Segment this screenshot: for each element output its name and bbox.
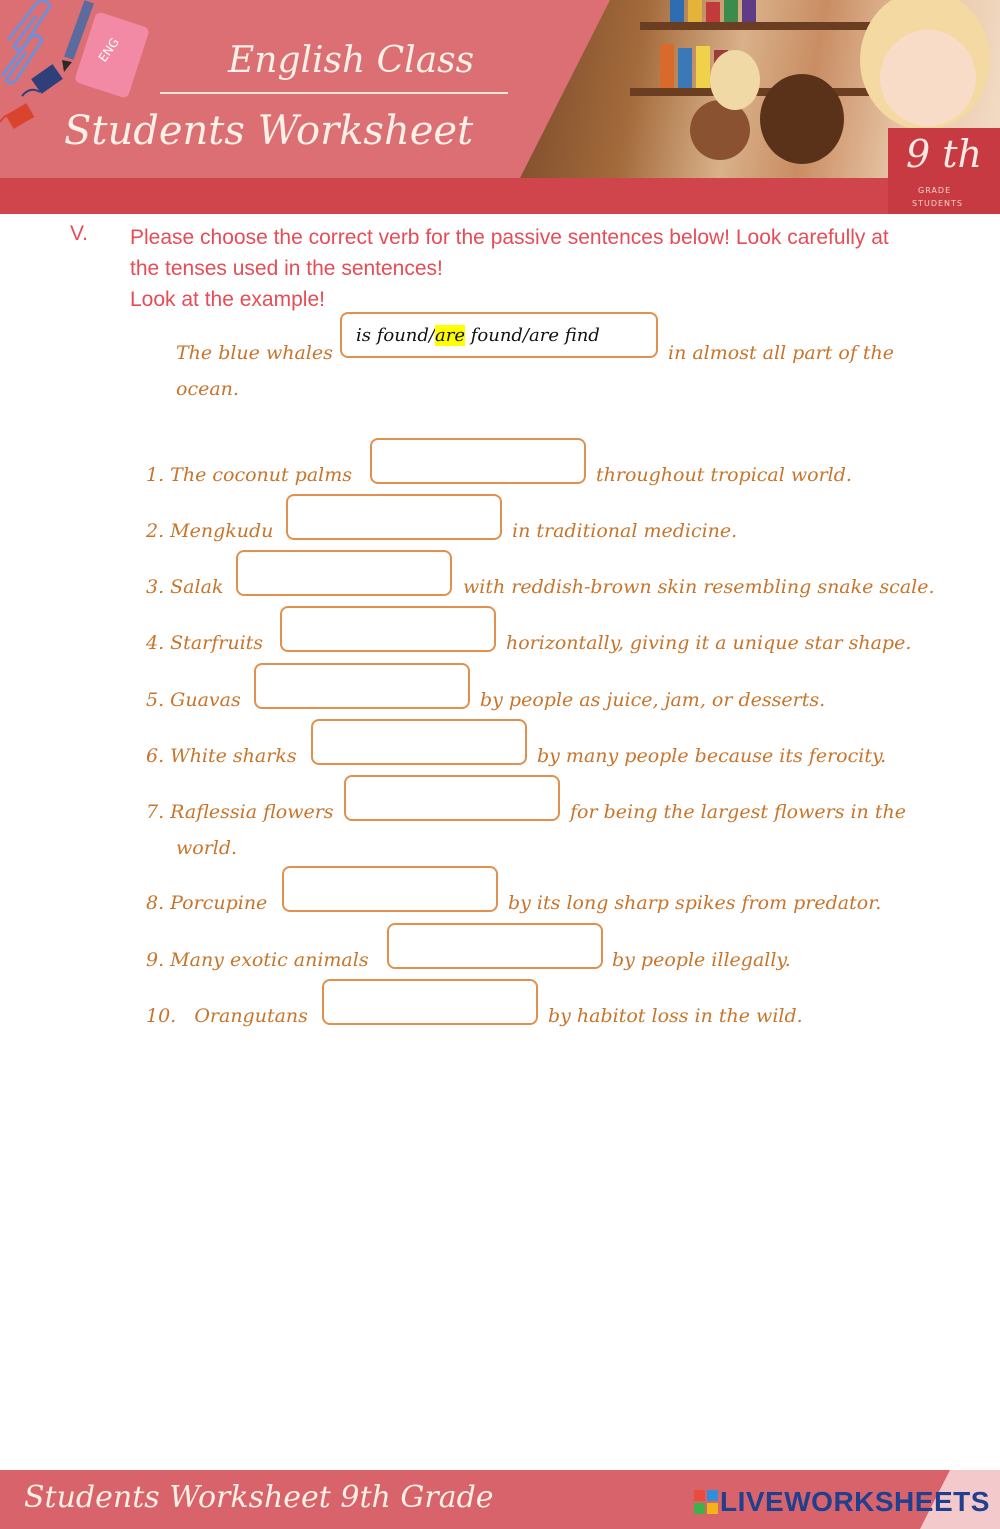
- item-8-answer-box[interactable]: [282, 866, 498, 912]
- item-9-after: by people illegally.: [612, 949, 791, 971]
- example-answer: [356, 325, 600, 346]
- example-answer-suffix: found/are find: [465, 325, 600, 346]
- header-bottom-stripe: [0, 178, 1000, 214]
- item-5-after: by people as juice, jam, or desserts.: [480, 689, 826, 711]
- item-1-before: 1. The coconut palms: [146, 464, 353, 486]
- item-10-before: 10. Orangutans: [146, 1005, 308, 1027]
- worksheet-title: Students Worksheet: [64, 108, 474, 154]
- item-8-after: by its long sharp spikes from predator.: [508, 892, 882, 914]
- item-6-answer-box[interactable]: [311, 719, 527, 765]
- worksheet-header: [0, 0, 1000, 214]
- paperclip-icon: [2, 0, 50, 83]
- item-8-before: 8. Porcupine: [146, 892, 268, 914]
- item-2-before: 2. Mengkudu: [146, 520, 274, 542]
- item-10-after: by habitot loss in the wild.: [548, 1005, 803, 1027]
- example-before-text: The blue whales: [176, 342, 333, 364]
- stationery-icon: [0, 0, 160, 160]
- item-2-after: in traditional medicine.: [512, 520, 738, 542]
- example-after-text: in almost all part of the: [668, 342, 895, 364]
- grade-sub-label: STUDENTS: [912, 199, 963, 208]
- item-7-before: 7. Raflessia flowers: [146, 801, 334, 823]
- item-7-answer-box[interactable]: [344, 775, 560, 821]
- item-9-before: 9. Many exotic animals: [146, 949, 369, 971]
- instructions: [130, 222, 890, 315]
- item-5-before: 5. Guavas: [146, 689, 241, 711]
- liveworksheets-brand[interactable]: LIVEWORKSHEETS: [720, 1486, 990, 1517]
- example-answer-highlight: are: [435, 325, 465, 346]
- class-title: English Class: [228, 40, 475, 81]
- item-1-after: throughout tropical world.: [596, 464, 852, 486]
- section-numeral: V.: [70, 222, 88, 245]
- item-4-after: horizontally, giving it a unique star shape.: [506, 632, 912, 654]
- title-underline: [160, 92, 508, 94]
- item-6-before: 6. White sharks: [146, 745, 297, 767]
- item-6-after: by many people because its ferocity.: [537, 745, 887, 767]
- footer-title: Students Worksheet 9th Grade: [24, 1480, 494, 1515]
- item-1-answer-box[interactable]: [370, 438, 586, 484]
- example-answer-box: [340, 312, 658, 358]
- item-7-after-line2: world.: [176, 837, 238, 859]
- item-3-before: 3. Salak: [146, 576, 224, 598]
- example-prompt: Look at the example!: [130, 288, 325, 311]
- item-2-answer-box[interactable]: [286, 494, 502, 540]
- item-3-answer-box[interactable]: [236, 550, 452, 596]
- instruction-text: Please choose the correct verb for the passive sentences below! Look carefully at the tenses used in the sentences!: [130, 226, 889, 280]
- example-answer-prefix: is found/: [356, 325, 435, 346]
- grade-number: 9 th: [906, 132, 982, 176]
- notebook-label: ENG: [95, 35, 122, 65]
- grade-label: GRADE: [918, 186, 952, 195]
- item-9-answer-box[interactable]: [387, 923, 603, 969]
- item-10-answer-box[interactable]: [322, 979, 538, 1025]
- item-5-answer-box[interactable]: [254, 663, 470, 709]
- item-4-answer-box[interactable]: [280, 606, 496, 652]
- item-7-after: for being the largest flowers in the: [570, 801, 906, 823]
- item-4-before: 4. Starfruits: [146, 632, 264, 654]
- example-after-text-line2: ocean.: [176, 378, 239, 400]
- item-3-after: with reddish-brown skin resembling snake scale.: [463, 576, 935, 598]
- liveworksheets-logo-icon: [694, 1490, 718, 1514]
